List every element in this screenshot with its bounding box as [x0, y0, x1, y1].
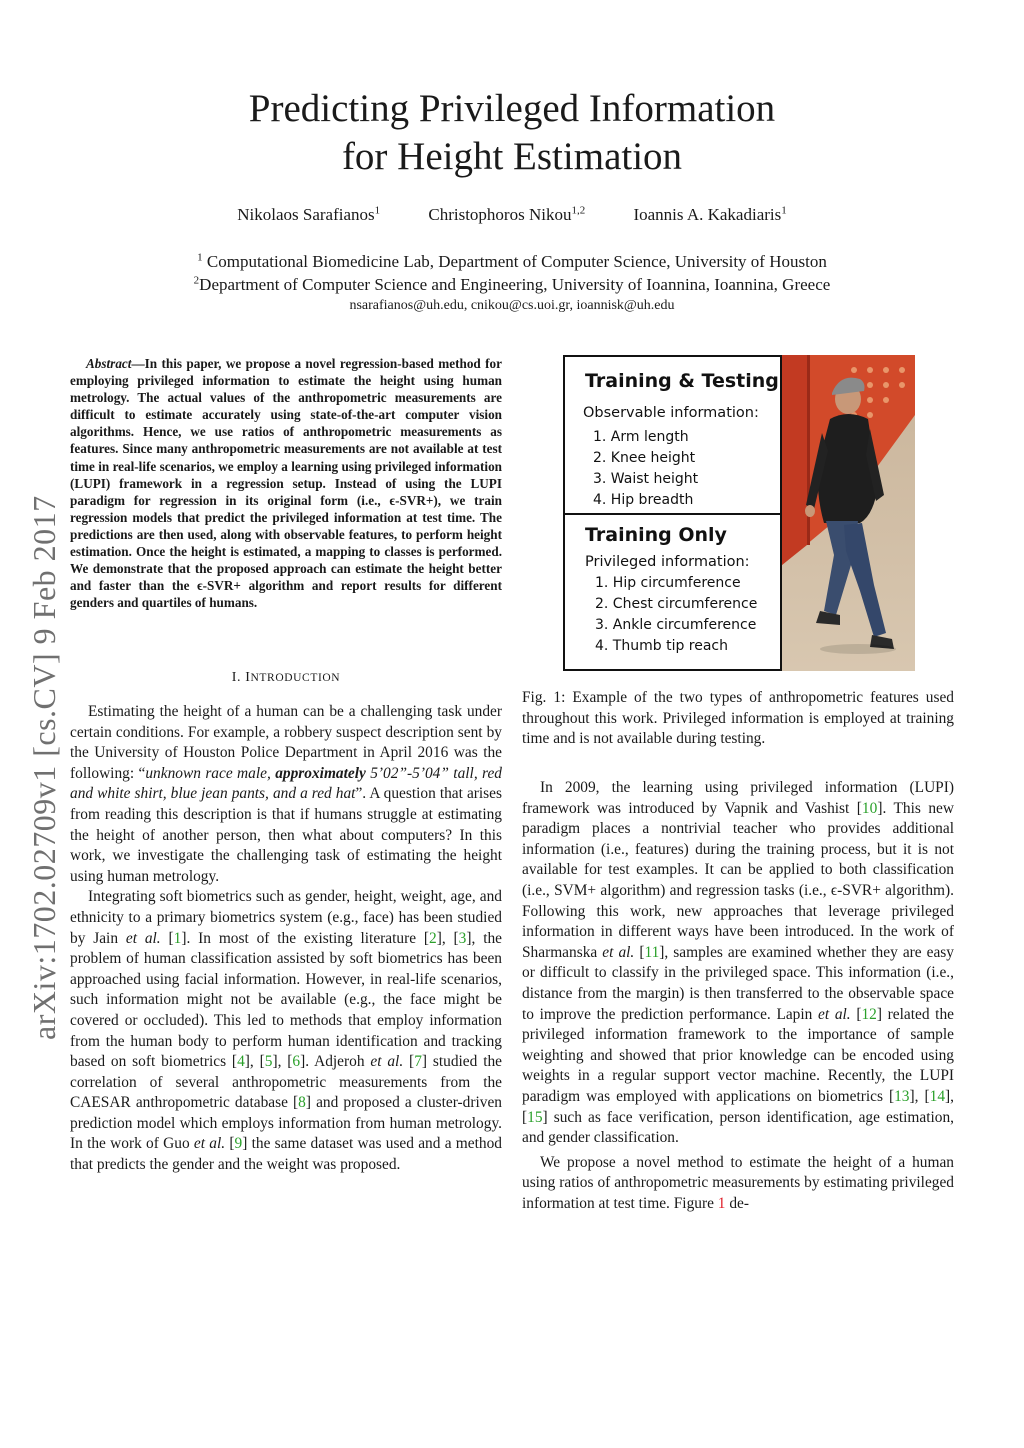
title-line-1: Predicting Privileged Information	[248, 87, 776, 130]
text-run: ], [	[522, 1087, 954, 1126]
text-run: de-	[725, 1194, 749, 1212]
italic-run: 5’02”-5’04” tall, red and white shirt, blue jean pants, and a red hat	[70, 764, 502, 803]
author	[633, 205, 786, 225]
text-run: ] the same dataset was used and a method that predicts the gender and the weight was proposed.	[70, 1135, 502, 1174]
citation-link[interactable]: 14	[929, 1087, 946, 1105]
affiliation-1	[0, 252, 1024, 272]
paragraph	[70, 887, 502, 1175]
citation-link[interactable]: 4	[237, 1053, 245, 1071]
author-list	[0, 205, 1024, 225]
section-heading-introduction	[70, 670, 502, 686]
list-item: 4. Hip breadth	[593, 492, 694, 508]
citation-link[interactable]: 5	[264, 1053, 273, 1071]
paragraph	[522, 778, 954, 1149]
text-run: ]. This new paradigm places a nontrivial teacher who provides additional information (i.e., features) during the training process, but it is not available for test examples. It can be applied to both classification (i.e., SVM+ algorithm) and regression tasks (i.e., ϵ-SVR+ algorithm). Following this work, new approaches that leverage privileged information in different ways have been introduced. In the work of Sharmanska	[522, 799, 954, 961]
box-title-training-only: Training Only	[585, 524, 727, 546]
citation-link[interactable]: 6	[292, 1053, 301, 1071]
text-run: We propose a novel method to estimate the height of a human using ratios of anthropometric measurements by estimating privileged information at test time. Figure	[522, 1153, 954, 1212]
bold-italic-run: approximately	[275, 764, 366, 782]
list-item: 1. Hip circumference	[595, 575, 741, 591]
list-item: 4. Thumb tip reach	[595, 638, 729, 654]
paper-title	[0, 85, 1024, 181]
text-run: [	[850, 1005, 862, 1023]
arxiv-stamp: arXiv:1702.02709v1 [cs.CV] 9 Feb 2017	[26, 495, 62, 1040]
affiliation-2	[0, 275, 1024, 295]
abstract-text: —In this paper, we propose a novel regression-based method for employing privileged information to estimate the height using human metrology. The actual values of the anthropometric measurements are difficult to estimate accurately using state-of-the-art computer vision algorithms. Hence, we use ratios of anthropometric measurements as features. Since many anthropometric measurements are not available at test time in real-life scenarios, we employ a learning using privileged information (LUPI) framework in a regression setup. Instead of using the LUPI paradigm for regression in its original form (i.e., ϵ-SVR+), we train regression models that predict the privileged information at test time. The predictions are then used, along with observable features, to perform height estimation. Once the height is estimated, a mapping to classes is performed. We demonstrate that the proposed approach can estimate the height better and faster than the ϵ-SVR+ algorithm and report results for different genders and quartiles of humans.	[70, 356, 502, 611]
text-run: Integrating soft biometrics such as gender, height, weight, age, and ethnicity to a primary biometrics system (e.g., face) has been studied by Jain	[70, 888, 502, 947]
right-column-text	[522, 778, 954, 1214]
text-run: ], [	[909, 1087, 930, 1105]
citation-link[interactable]: 9	[234, 1135, 243, 1153]
paragraph	[522, 1153, 954, 1215]
affiliation-mark: 1	[197, 251, 203, 264]
citation-link[interactable]: 1	[173, 929, 182, 947]
text-run: [	[403, 1053, 415, 1071]
citation-link[interactable]: 3	[458, 929, 467, 947]
text-run: ]. In most of the existing literature [	[181, 929, 430, 947]
italic-run: et al.	[125, 929, 161, 947]
section-initial: I	[245, 670, 251, 685]
italic-run: et al.	[602, 943, 635, 961]
list-item: 3. Ankle circumference	[595, 617, 757, 633]
author-name: Ioannis A. Kakadiaris	[633, 205, 782, 224]
text-run: ], samples are examined whether they are easy or difficult to classify in the privileged space. This information (i.e., distance from the margin) is then transferred to the observable space to improve the prediction performance. Lapin	[522, 943, 954, 1023]
text-run: [	[634, 943, 645, 961]
author-affiliation-mark: 1	[374, 204, 381, 217]
privileged-feature-list	[595, 573, 757, 657]
list-item: 2. Chest circumference	[595, 596, 758, 612]
section-number: I.	[231, 670, 246, 685]
text-run: ] studied the correlation of several anthropometric measurements from the CAESAR anthropometric database [	[70, 1053, 502, 1112]
list-item: 1. Arm length	[593, 429, 689, 445]
text-run: ], [	[244, 1053, 265, 1071]
citation-link[interactable]: 8	[298, 1094, 306, 1112]
walking-person-illustration	[782, 355, 915, 671]
figure-reference-link[interactable]: 1	[717, 1194, 726, 1212]
author-affiliation-mark: 1	[781, 204, 787, 217]
author	[428, 205, 585, 225]
text-run: [	[160, 929, 174, 947]
author-name: Christophoros Nikou	[428, 205, 572, 224]
citation-link[interactable]: 13	[894, 1087, 910, 1105]
feature-list-box	[563, 355, 782, 671]
text-run: ]. Adjeroh	[300, 1053, 371, 1071]
affiliation-text: Computational Biomedicine Lab, Department of Computer Science, University of Houston	[202, 252, 827, 271]
figure-1	[563, 355, 915, 671]
box-subtitle-privileged: Privileged information:	[585, 554, 750, 570]
citation-link[interactable]: 11	[644, 943, 660, 961]
italic-run: et al.	[193, 1135, 226, 1153]
text-run: [	[225, 1135, 235, 1153]
text-run: Estimating the height of a human can be a challenging task under certain conditions. For example, a robbery suspect description sent by the University of Houston Police Department in April 2016 was the following: “	[70, 703, 502, 782]
abstract-label: Abstract	[86, 356, 132, 371]
author-name: Nikolaos Sarafianos	[237, 205, 375, 224]
citation-link[interactable]: 10	[861, 799, 878, 817]
citation-link[interactable]: 7	[414, 1053, 422, 1071]
observable-feature-list	[593, 427, 698, 511]
section-title-rest: NTRODUCTION	[250, 672, 341, 684]
italic-run: et al.	[370, 1053, 404, 1071]
text-run: ], [	[436, 929, 459, 947]
box-subtitle-observable: Observable information:	[583, 405, 759, 421]
text-run: ] such as face verification, person identification, age estimation, and gender classification.	[522, 1108, 954, 1147]
citation-link[interactable]: 15	[527, 1108, 543, 1126]
text-run: ] and proposed a cluster-driven prediction model which employs information from human metrology. In the work of Guo	[70, 1094, 502, 1153]
text-run: In 2009, the learning using privileged information (LUPI) framework was introduced by Vapnik and Vashist [	[522, 779, 954, 817]
author	[237, 205, 380, 225]
box-divider	[565, 513, 780, 515]
text-run: ], the problem of human classification assisted by soft biometrics has been approached using facial information. However, in real-life scenarios, such information might not be available (e.g., the face might be covered or occluded). This led to methods that employ information from the human body to perform human identification and tracking based on soft biometrics [	[70, 929, 502, 1071]
citation-link[interactable]: 2	[429, 929, 437, 947]
paragraph	[70, 702, 502, 887]
italic-run: unknown race male,	[145, 764, 276, 782]
text-run: ] related the privileged information framework to the importance of sample weighting and showed that prior knowledge can be encoded using weights in a regular support vector machine. Recently, the LUPI paradigm was employed with applications on biometrics [	[522, 1005, 954, 1105]
author-emails: nsarafianos@uh.edu, cnikou@cs.uoi.gr, ioannisk@uh.edu	[349, 298, 675, 313]
affiliation-text: Department of Computer Science and Engineering, University of Ioannina, Ioannina, Greece	[199, 275, 831, 294]
abstract	[70, 355, 502, 611]
walking-person-photo	[782, 355, 915, 671]
author-affiliation-mark: 1,2	[571, 204, 586, 217]
title-line-2: for Height Estimation	[341, 135, 683, 178]
affiliation-mark: 2	[193, 274, 200, 287]
box-title-training-testing: Training & Testing	[585, 370, 779, 392]
list-item: 2. Knee height	[593, 450, 696, 466]
text-run: ”. A question that arises from reading this description is that if humans struggle at estimating the height of another person, then what about computers? In this work, we investigate the challenging task of estimating the height using human metrology.	[70, 785, 502, 885]
citation-link[interactable]: 12	[861, 1005, 877, 1023]
figure-1-caption: Fig. 1: Example of the two types of anthropometric features used throughout this work. Privileged information is employed at training time and is not available during testing.	[522, 689, 954, 748]
list-item: 3. Waist height	[593, 471, 699, 487]
text-run: ], [	[272, 1053, 293, 1071]
italic-run: et al.	[818, 1005, 851, 1023]
introduction-text	[70, 702, 502, 1176]
